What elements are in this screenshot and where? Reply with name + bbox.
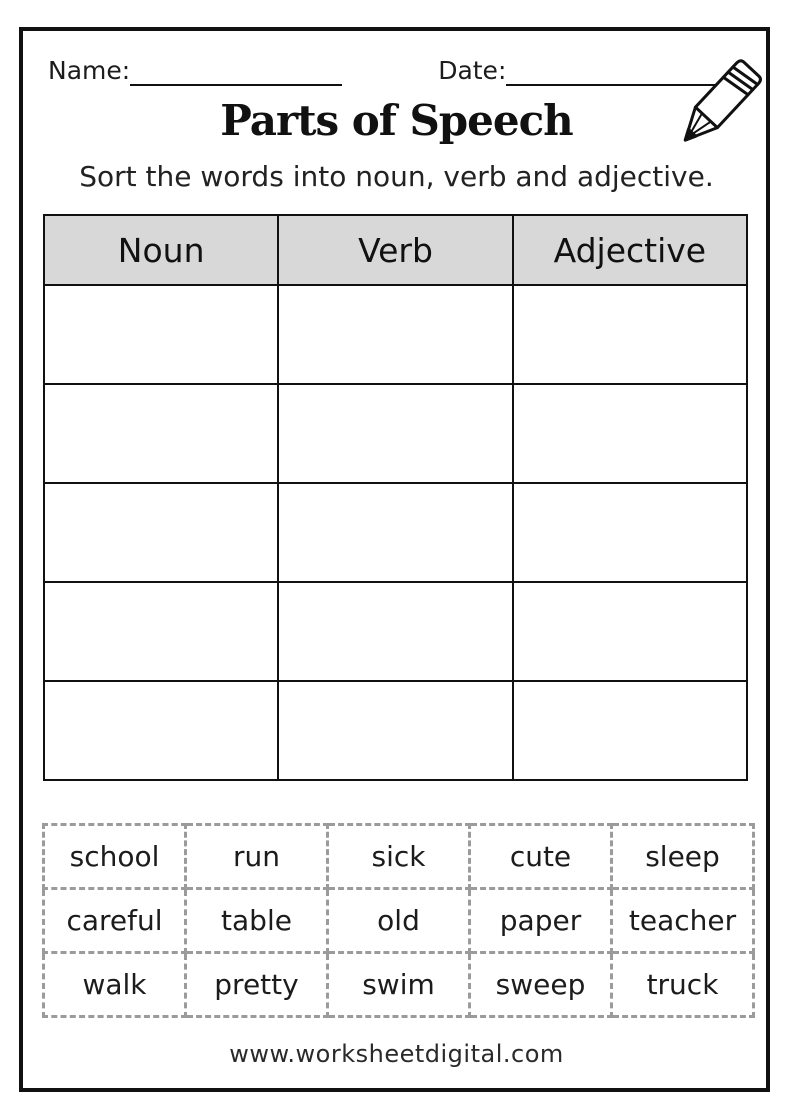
word-card: sweep	[470, 953, 612, 1017]
word-card: old	[328, 889, 470, 953]
answer-cell-adjective	[513, 582, 747, 681]
answer-cell-noun	[44, 384, 278, 483]
word-card: paper	[470, 889, 612, 953]
word-card: pretty	[186, 953, 328, 1017]
word-card: table	[186, 889, 328, 953]
word-bank-row	[44, 889, 754, 953]
answer-cell-adjective	[513, 483, 747, 582]
answer-cell-verb	[278, 285, 512, 384]
answer-cell-verb	[278, 384, 512, 483]
word-card: swim	[328, 953, 470, 1017]
word-card: sick	[328, 825, 470, 889]
word-bank	[42, 823, 755, 1018]
table-row	[44, 384, 747, 483]
footer-website: www.worksheetdigital.com	[229, 1040, 564, 1068]
table-row	[44, 582, 747, 681]
table-row	[44, 483, 747, 582]
answer-cell-adjective	[513, 384, 747, 483]
word-bank-row	[44, 953, 754, 1017]
answer-cell-adjective	[513, 285, 747, 384]
word-bank-row	[44, 825, 754, 889]
table-row	[44, 285, 747, 384]
word-card: sleep	[612, 825, 754, 889]
answer-cell-verb	[278, 483, 512, 582]
name-blank-line	[130, 56, 342, 86]
column-header-verb: Verb	[278, 215, 512, 285]
sorting-table	[43, 214, 748, 781]
word-card: careful	[44, 889, 186, 953]
table-header-row	[44, 215, 747, 285]
answer-cell-verb	[278, 582, 512, 681]
word-card: truck	[612, 953, 754, 1017]
answer-cell-noun	[44, 681, 278, 780]
answer-cell-noun	[44, 483, 278, 582]
word-card: run	[186, 825, 328, 889]
word-card: school	[44, 825, 186, 889]
column-header-adjective: Adjective	[513, 215, 747, 285]
word-card: walk	[44, 953, 186, 1017]
date-label: Date:	[438, 56, 507, 85]
table-row	[44, 681, 747, 780]
worksheet-title: Parts of Speech	[220, 96, 573, 145]
column-header-noun: Noun	[44, 215, 278, 285]
word-card: teacher	[612, 889, 754, 953]
answer-cell-noun	[44, 582, 278, 681]
instructions-text: Sort the words into noun, verb and adjective.	[79, 160, 714, 193]
answer-cell-adjective	[513, 681, 747, 780]
word-card: cute	[470, 825, 612, 889]
name-label: Name:	[48, 56, 131, 85]
answer-cell-verb	[278, 681, 512, 780]
name-date-row	[48, 54, 722, 86]
answer-cell-noun	[44, 285, 278, 384]
